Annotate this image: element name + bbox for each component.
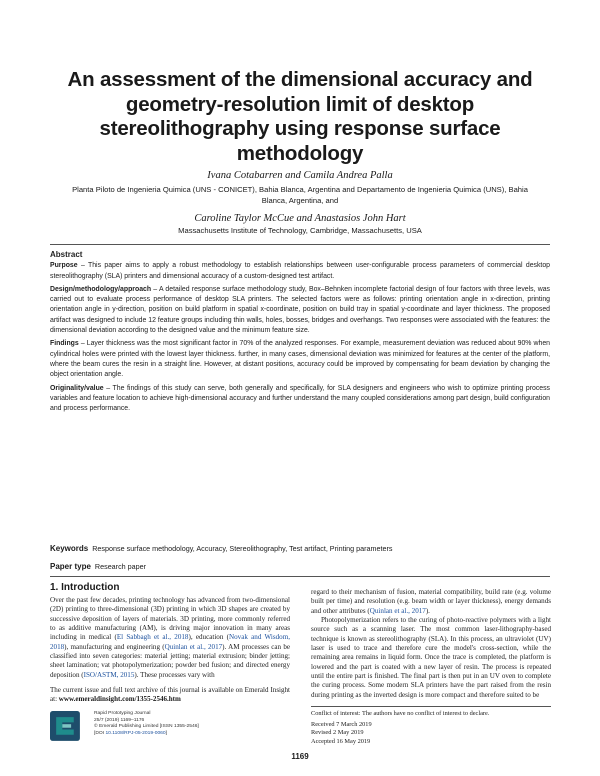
text-run: Over the past few decades, printing technology has advanced from two-dimensional (2D) printing to three-dimensional (3D) printing in which 3D shapes are created by successive deposition of layers of materials. 3D printing, more commonly referred to as additive manufacturing (AM), is driving major innovation in many areas including in medical ( bbox=[50, 596, 290, 642]
citation-link[interactable]: Quinlan et al., 2017 bbox=[164, 642, 223, 651]
paper-title: An assessment of the dimensional accuracy and geometry-resolution limit of desktop stereolithography using response surface methodology bbox=[67, 68, 533, 165]
abstract-purpose bbox=[50, 261, 550, 282]
journal-info bbox=[94, 711, 199, 738]
date-accepted: Accepted 16 May 2019 bbox=[311, 737, 371, 745]
text-run: ), education ( bbox=[188, 633, 230, 642]
abstract-block bbox=[50, 250, 550, 417]
citation-link[interactable]: Novak and Wisdom, 2018 bbox=[50, 633, 290, 651]
archive-url-link[interactable]: www.emeraldinsight.com/1355-2546.htm bbox=[58, 695, 181, 704]
footnote-rule bbox=[311, 706, 551, 707]
doi-label: [DOI bbox=[94, 731, 106, 737]
page-number: 1169 bbox=[291, 752, 309, 761]
abstract-findings bbox=[50, 339, 550, 380]
text-run: ). AM processes can be classified into seven categories: material jetting; material extrusion; binder jetting; sheet lamination; vat photopolymerization; powder bed fusion; and directed energy deposition ( bbox=[50, 642, 290, 679]
section-heading-introduction: 1. Introduction bbox=[50, 582, 120, 593]
originality-text: – The findings of this study can serve, both generally and specifically, for SLA designers and engineers who wish to optimize printing process variables and feature location to achieve high-dimensional accuracy and further understand the many coupled considerations among part design, build configuration and process performance. bbox=[50, 384, 550, 413]
purpose-label: Purpose bbox=[50, 262, 78, 270]
text-run: ). bbox=[425, 606, 430, 615]
intro-paragraph-3: Photopolymerization refers to the curing of photo-reactive polymers with a light source such as a scanning laser. The most common laser-lithography-based technique is known as stereolithography (SLA). In this process, an ultraviolet (UV) laser is used to trace and therefore cure the model's cross-section, while the remaining area remains in liquid form. Once the trace is completed, the platform is lowered and the part is coated with a new layer of resin. The process is repeated until the entire part is finished. The final part is then put in an UV oven to complete the curing process. Some modern SLA printers have the part raised from the resin during printing as the inverted design is more compact and therefore suited to be bbox=[311, 615, 551, 699]
text-run: ). These processes vary with bbox=[134, 670, 215, 679]
journal-volume: 25/7 (2019) 1169–1176 bbox=[94, 717, 145, 723]
emerald-logo-icon bbox=[50, 711, 80, 741]
keywords bbox=[50, 544, 550, 553]
affiliation-2: Massachusetts Institute of Technology, Cambridge, Massachusetts, USA bbox=[178, 226, 422, 235]
archive-note-text: The current issue and full text archive of this journal is available on Emerald Insight at: bbox=[50, 686, 290, 704]
conflict-of-interest: Conflict of interest: The authors have no conflict of interest to declare. bbox=[311, 710, 490, 717]
body-top-rule bbox=[50, 576, 550, 577]
affiliation-1: Planta Piloto de Ingenieria Quimica (UNS - CONICET), Bahia Blanca, Argentina and Departamento de Ingenieria Quimica (UNS), Bahia Blanca, Argentina, and bbox=[72, 185, 528, 205]
abstract-design bbox=[50, 285, 550, 336]
text-run: regard to their mechanism of fusion, material compatibility, build rate (e.g. volume built per time) and resolution (e.g. beam width or layer thickness), energy demands and other attributes ( bbox=[311, 588, 551, 615]
intro-paragraph-2 bbox=[311, 588, 551, 616]
intro-right-column bbox=[311, 588, 551, 700]
authors-line-2: Caroline Taylor McCue and Anastasios John Hart bbox=[194, 213, 406, 224]
date-revised: Revised 2 May 2019 bbox=[311, 729, 364, 737]
purpose-text: – This paper aims to apply a robust methodology to establish relationships between user-configurable process parameters of commercial desktop stereolithography (SLA) printers and dimensional accuracy of a custom-designed test artifact. bbox=[50, 262, 550, 280]
abstract-heading: Abstract bbox=[50, 250, 83, 259]
keywords-label: Keywords bbox=[50, 544, 89, 553]
originality-label: Originality/value bbox=[50, 384, 104, 392]
design-label: Design/methodology/approach bbox=[50, 285, 152, 293]
journal-copyright: © Emerald Publishing Limited [ISSN 1355-2546] bbox=[94, 724, 199, 730]
archive-note bbox=[50, 686, 290, 705]
doi-link[interactable]: 10.1108/RPJ-05-2019-0060 bbox=[105, 731, 166, 737]
keywords-text: Response surface methodology, Accuracy, Stereolithography, Test artifact, Printing parameters bbox=[92, 544, 393, 553]
date-received: Received 7 March 2019 bbox=[311, 721, 372, 728]
findings-label: Findings bbox=[50, 340, 79, 348]
paper-type-text: Research paper bbox=[94, 562, 147, 571]
text-run: ), manufacturing and engineering ( bbox=[64, 642, 165, 651]
emerald-logo bbox=[50, 711, 80, 741]
findings-text: – Layer thickness was the most significant factor in 70% of the analyzed responses. For example, measurement deviation was reduced about 90% when cylindrical holes were printed with the lowest layer thickness. further, in many cases, dimensional deviation was minimized for features at the center of the platform, where the beam cures the resin in a straight line. However, at distant positions, accuracy could be improved by compensating for beam deviation by changing the object orientation angle. bbox=[50, 340, 550, 379]
authors-line-1: Ivana Cotabarren and Camila Andrea Palla bbox=[207, 170, 393, 181]
journal-doi bbox=[94, 731, 199, 738]
paper-type bbox=[50, 562, 550, 571]
design-text: – A detailed response surface methodology study, Box–Behnken incomplete factorial design of four factors with three levels, was carried out to evaluate process performance of desktop SLA printers. The selected factors were as follows: printing orientation angle in x-direction, printing orientation angle in y-direction, position on build platform in spatial x-coordinate, position on build tray in spatial y-coordinate and layer thickness. The proposed artifact was designed to include 12 feature groups including thin walls, holes, bosses, bridges and overhangs. Two responses were associated with the features: the dimensional deviation according to the designed value and the minimum feature size. bbox=[50, 285, 550, 335]
intro-left-column bbox=[50, 596, 290, 680]
citation-link[interactable]: Quinlan et al., 2017 bbox=[369, 606, 426, 615]
doi-end: ] bbox=[165, 731, 168, 737]
abstract-top-rule bbox=[50, 244, 550, 245]
citation-link[interactable]: ISO/ASTM, 2015 bbox=[83, 670, 135, 679]
citation-link[interactable]: El Sabbagh et al., 2018 bbox=[116, 633, 189, 642]
article-dates bbox=[311, 721, 372, 746]
abstract-originality bbox=[50, 384, 550, 415]
paper-type-label: Paper type bbox=[50, 562, 91, 571]
intro-paragraph-1 bbox=[50, 596, 290, 680]
journal-name: Rapid Prototyping Journal bbox=[94, 711, 151, 716]
